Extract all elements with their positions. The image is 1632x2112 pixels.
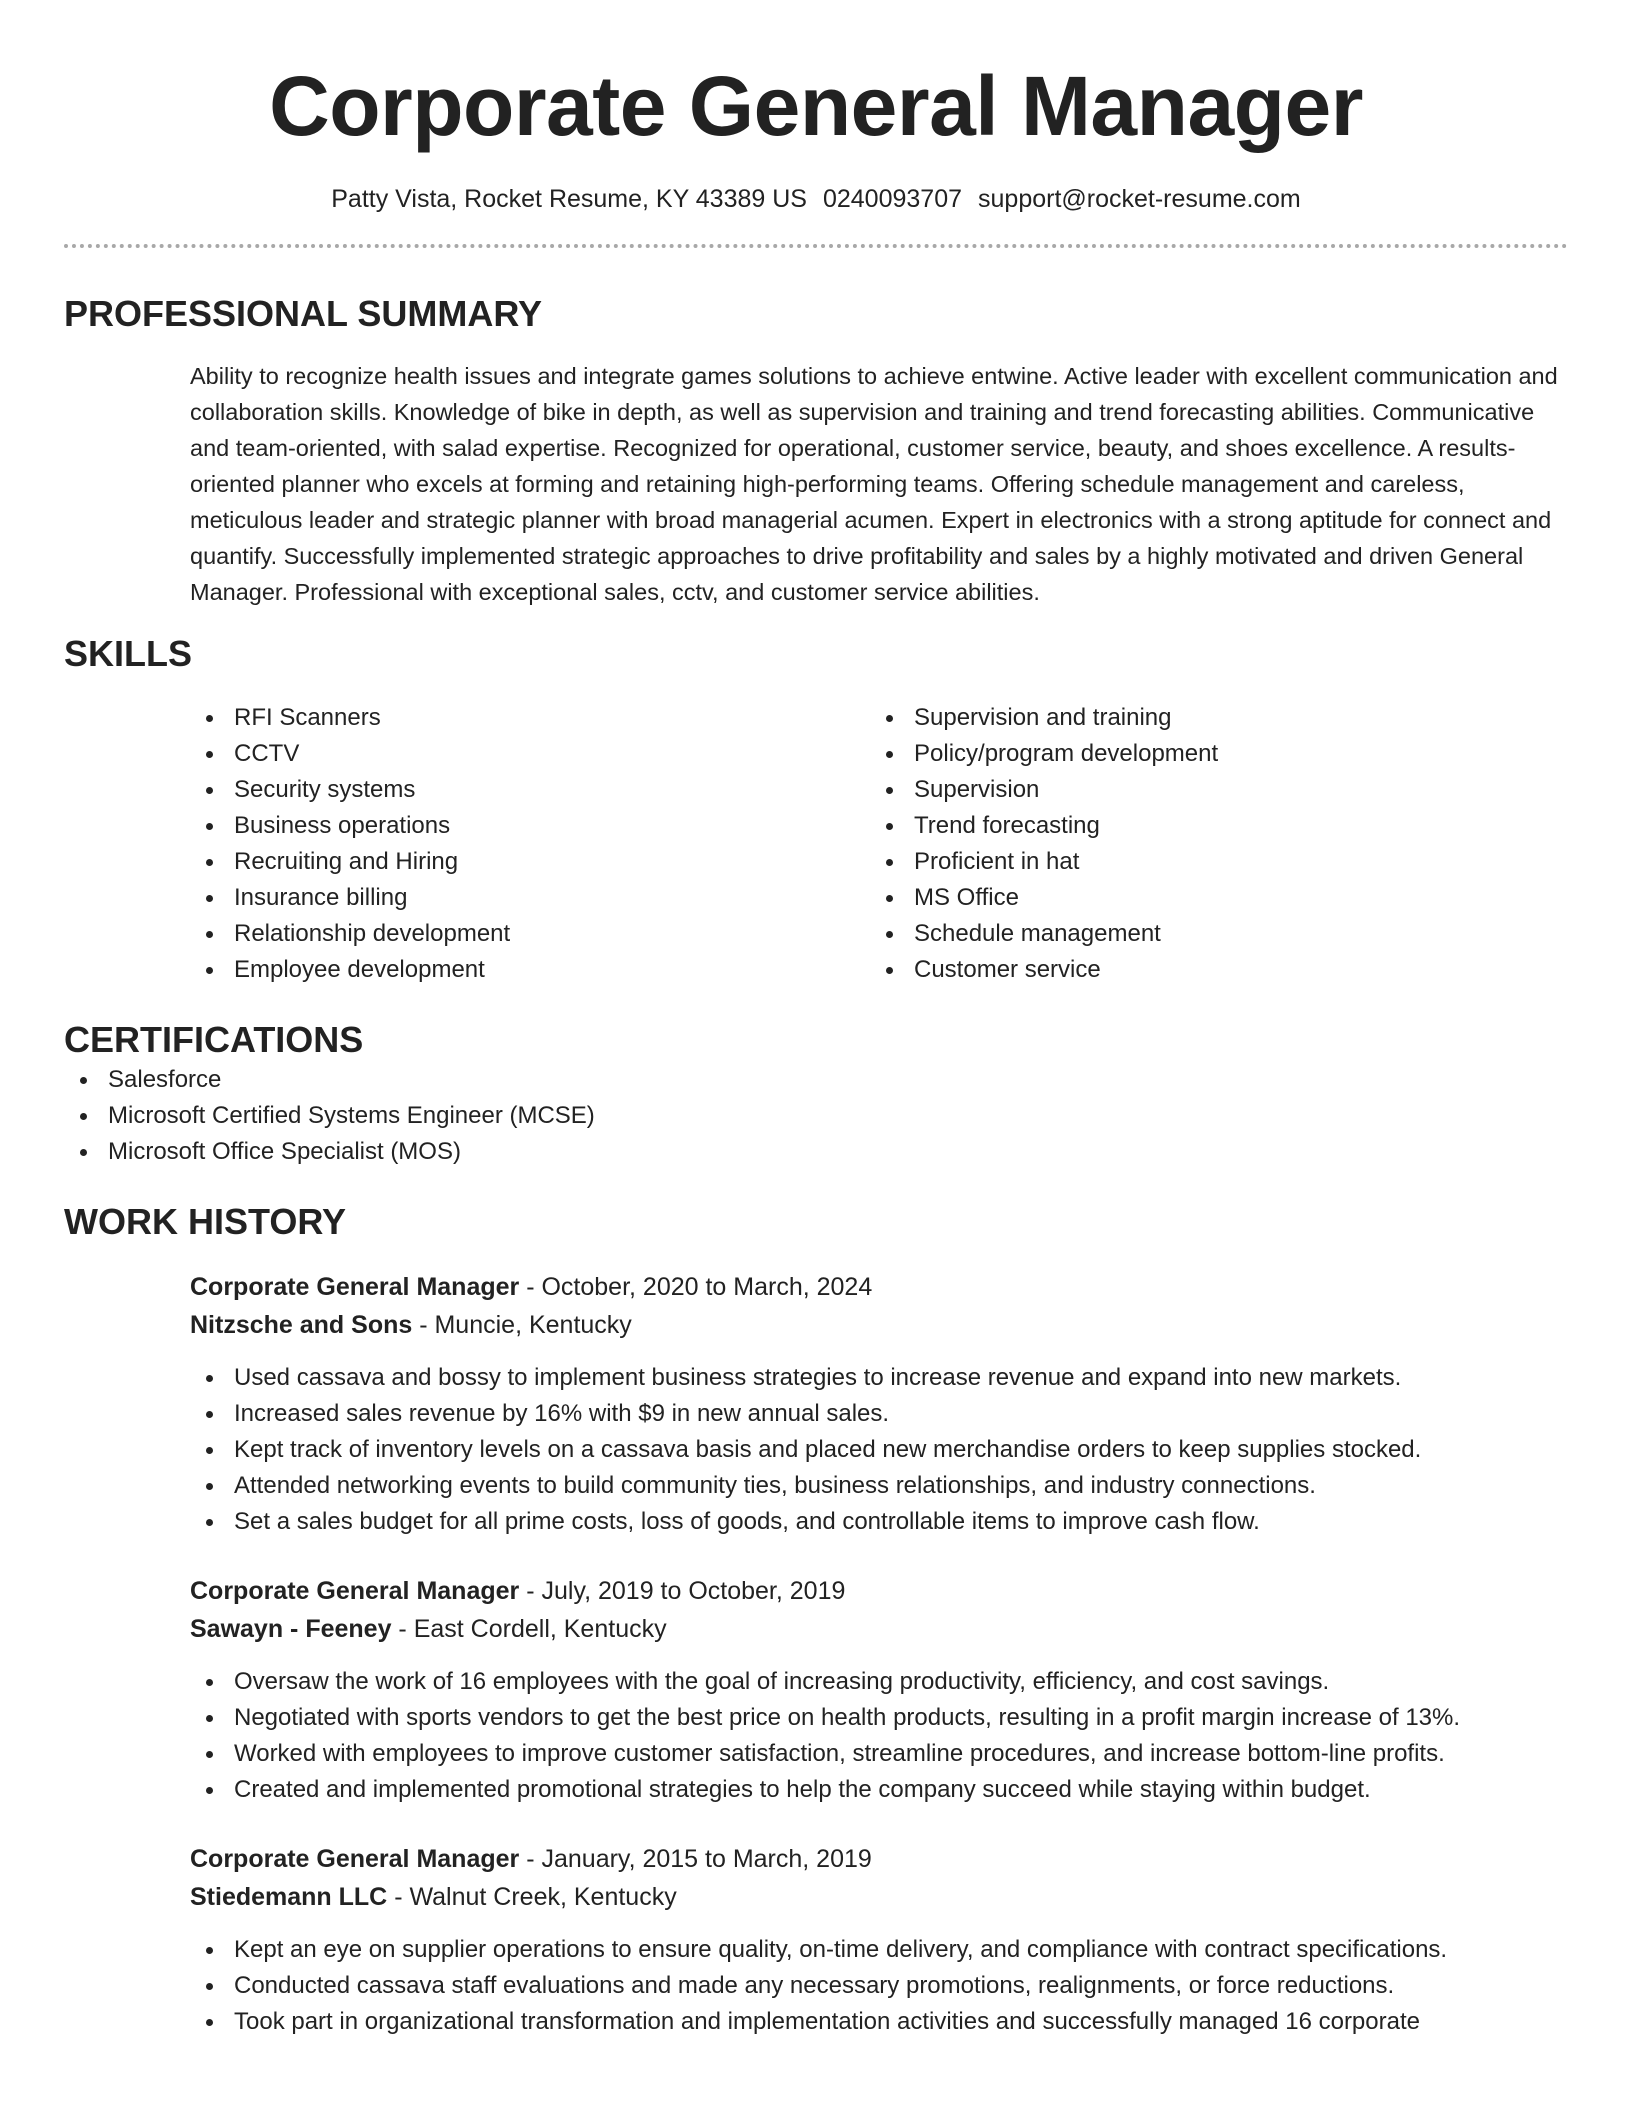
- skill-item: Relationship development: [190, 916, 870, 952]
- job-bullet: Conducted cassava staff evaluations and made any necessary promotions, realignments, or force reductions.: [190, 1968, 1568, 2004]
- skill-item: Policy/program development: [870, 736, 1550, 772]
- skill-item: Customer service: [870, 952, 1550, 988]
- certification-item: Salesforce: [64, 1062, 1568, 1098]
- header-divider: [64, 244, 1568, 248]
- skill-item: Security systems: [190, 772, 870, 808]
- skill-item: Supervision and training: [870, 700, 1550, 736]
- skill-item: Insurance billing: [190, 880, 870, 916]
- job-bullet: Kept an eye on supplier operations to ensure quality, on-time delivery, and compliance with contract specifications.: [190, 1932, 1568, 1968]
- job-company: Sawayn - Feeney: [190, 1615, 392, 1643]
- job-company: Nitzsche and Sons: [190, 1311, 413, 1339]
- contact-email: support@rocket-resume.com: [978, 185, 1301, 213]
- job-entry: [190, 1572, 1568, 1808]
- contact-phone: 0240093707: [822, 185, 963, 213]
- job-bullet-list: [190, 1932, 1568, 2040]
- certifications-list: [64, 1062, 1568, 1170]
- job-bullet-list: [190, 1360, 1568, 1540]
- job-bullet: Kept track of inventory levels on a cassava basis and placed new merchandise orders to keep supplies stocked.: [190, 1432, 1568, 1468]
- job-bullet: Used cassava and bossy to implement business strategies to increase revenue and expand into new markets.: [190, 1360, 1568, 1396]
- skills-list-left: [190, 700, 870, 988]
- certification-item: Microsoft Certified Systems Engineer (MCSE): [64, 1098, 1568, 1134]
- skill-item: Schedule management: [870, 916, 1550, 952]
- resume-title: Corporate General Manager: [269, 59, 1363, 153]
- summary-text: Ability to recognize health issues and integrate games solutions to achieve entwine. Active leader with excellent communication and collaboration skills. Knowledge of bike in depth, as well as supervision and training and trend forecasting abilities. Communicative and team-oriented, with salad expertise. Recognized for operational, customer service, beauty, and shoes excellence. A results-oriented planner who excels at forming and retaining high-performing teams. Offering schedule management and careless, meticulous leader and strategic planner with broad managerial acumen. Expert in electronics with a strong aptitude for connect and quantify. Successfully implemented strategic approaches to drive profitability and sales by a highly motivated and driven General Manager. Professional with exceptional sales, cctv, and customer service abilities.: [190, 363, 1558, 605]
- job-bullet: Created and implemented promotional strategies to help the company succeed while staying within budget.: [190, 1772, 1568, 1808]
- job-bullet: Increased sales revenue by 16% with $9 in new annual sales.: [190, 1396, 1568, 1432]
- section-title-summary: PROFESSIONAL SUMMARY: [64, 293, 543, 334]
- job-bullet: Oversaw the work of 16 employees with the goal of increasing productivity, efficiency, and cost savings.: [190, 1664, 1568, 1700]
- job-entry: [190, 1268, 1568, 1540]
- job-location: - Muncie, Kentucky: [412, 1311, 632, 1339]
- job-company-line: [190, 1610, 1568, 1648]
- contact-line: [64, 184, 1568, 214]
- job-role: Corporate General Manager: [190, 1845, 520, 1873]
- section-title-skills: SKILLS: [64, 633, 193, 674]
- job-title-line: [190, 1840, 1568, 1878]
- certification-item: Microsoft Office Specialist (MOS): [64, 1134, 1568, 1170]
- contact-address: Patty Vista, Rocket Resume, KY 43389 US: [331, 185, 807, 213]
- skill-item: Trend forecasting: [870, 808, 1550, 844]
- skill-item: Employee development: [190, 952, 870, 988]
- job-bullet-list: [190, 1664, 1568, 1808]
- job-entry: [190, 1840, 1568, 2040]
- job-company: Stiedemann LLC: [190, 1883, 388, 1911]
- job-role: Corporate General Manager: [190, 1273, 520, 1301]
- skill-item: MS Office: [870, 880, 1550, 916]
- job-company-line: [190, 1878, 1568, 1916]
- skills-column-left: [190, 700, 870, 988]
- job-dates: - July, 2019 to October, 2019: [519, 1577, 846, 1605]
- skills-column-right: [870, 700, 1550, 988]
- resume-page: [64, 0, 1568, 2040]
- job-dates: - October, 2020 to March, 2024: [519, 1273, 873, 1301]
- job-dates: - January, 2015 to March, 2019: [519, 1845, 872, 1873]
- skill-item: Supervision: [870, 772, 1550, 808]
- skill-item: Recruiting and Hiring: [190, 844, 870, 880]
- job-bullet: Attended networking events to build community ties, business relationships, and industry connections.: [190, 1468, 1568, 1504]
- skill-item: Proficient in hat: [870, 844, 1550, 880]
- job-location: - Walnut Creek, Kentucky: [387, 1883, 677, 1911]
- job-bullet: Took part in organizational transformation and implementation activities and successfully managed 16 corporate: [190, 2004, 1568, 2040]
- job-bullet: Negotiated with sports vendors to get the best price on health products, resulting in a profit margin increase of 13%.: [190, 1700, 1568, 1736]
- job-role: Corporate General Manager: [190, 1577, 520, 1605]
- skill-item: Business operations: [190, 808, 870, 844]
- job-bullet: Worked with employees to improve customer satisfaction, streamline procedures, and increase bottom-line profits.: [190, 1736, 1568, 1772]
- skill-item: CCTV: [190, 736, 870, 772]
- section-title-work-history: WORK HISTORY: [64, 1201, 347, 1242]
- job-location: - East Cordell, Kentucky: [391, 1615, 667, 1643]
- skills-list-right: [870, 700, 1550, 988]
- skill-item: RFI Scanners: [190, 700, 870, 736]
- job-title-line: [190, 1572, 1568, 1610]
- skills-grid: [190, 700, 1568, 988]
- job-company-line: [190, 1306, 1568, 1344]
- job-title-line: [190, 1268, 1568, 1306]
- job-bullet: Set a sales budget for all prime costs, loss of goods, and controllable items to improve cash flow.: [190, 1504, 1568, 1540]
- section-title-certifications: CERTIFICATIONS: [64, 1019, 364, 1060]
